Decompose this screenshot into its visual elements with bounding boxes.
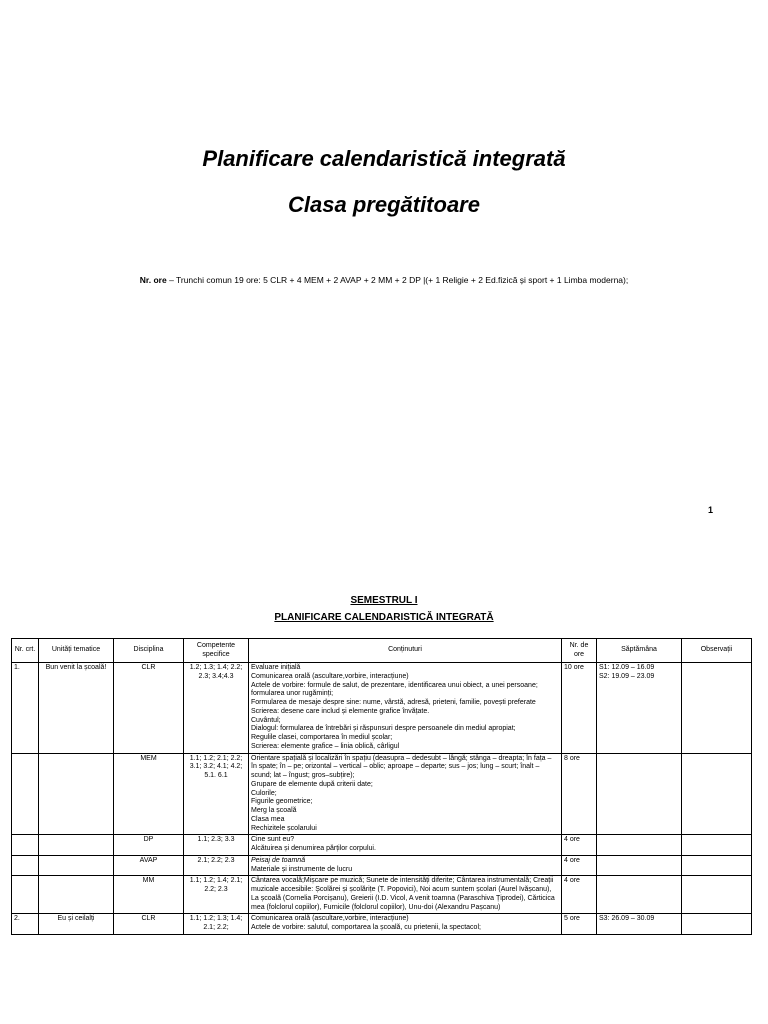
row-nr: 2. (12, 914, 39, 935)
row-observatii (682, 914, 752, 935)
content-line: Clasa mea (251, 815, 285, 823)
row-unitate (39, 876, 114, 914)
row-continuturi (249, 835, 562, 856)
row-competente: 1.1; 1.2; 1.4; 2.1; 2.2; 2.3 (184, 876, 249, 914)
hours-summary (0, 275, 768, 285)
row-saptamana (597, 663, 682, 754)
header-continuturi: Conținuturi (249, 639, 562, 663)
row-continuturi (249, 663, 562, 754)
row-ore: 4 ore (562, 835, 597, 856)
content-line: Formularea de mesaje despre sine: nume, vârstă, adresă, prieteni, familie, povești preferate (251, 699, 536, 706)
content-line: Comunicarea orală (ascultare,vorbire, interacțiune) (251, 915, 409, 923)
row-disciplina: AVAP (114, 855, 184, 876)
row-unitate (39, 835, 114, 856)
header-competente: Competente specifice (184, 639, 249, 663)
table-row (12, 876, 752, 914)
row-disciplina: CLR (114, 914, 184, 935)
row-ore: 10 ore (562, 663, 597, 754)
row-continuturi (249, 914, 562, 935)
content-line: Culorile; (251, 789, 277, 797)
content-line: Orientare spațială și localizări în spațiu (deasupra – dedesubt – lângă; stânga – dreapta; în fața – în spate; în – pe; orizontal – vertical – oblic; aproape – departe; sus – jos; lung – scurt; înalt – scund; lat – îngust; gros–subțire); (251, 754, 552, 779)
row-saptamana (597, 753, 682, 835)
row-observatii (682, 876, 752, 914)
content-line: Cuvântul; (251, 716, 281, 724)
content-line: Alcătuirea și denumirea părților corpului. (251, 845, 376, 852)
header-nr: Nr. crt. (12, 639, 39, 663)
row-ore: 8 ore (562, 753, 597, 835)
week-line: S1: 12.09 – 16.09 (599, 664, 655, 671)
row-nr (12, 753, 39, 835)
row-observatii (682, 835, 752, 856)
content-line: Comunicarea orală (ascultare,vorbire, interacțiune) (251, 672, 409, 680)
row-observatii (682, 855, 752, 876)
row-ore: 4 ore (562, 855, 597, 876)
row-competente: 2.1; 2.2; 2.3 (184, 855, 249, 876)
semester-heading: SEMESTRUL I (350, 595, 418, 606)
row-observatii (682, 663, 752, 754)
hours-label: Nr. ore (139, 275, 167, 285)
row-competente: 1.1; 1.2; 1.3; 1.4; 2.1; 2.2; (184, 914, 249, 935)
table-row (12, 855, 752, 876)
table-header-row (12, 639, 752, 663)
content-line: Grupare de elemente după criterii date; (251, 780, 373, 788)
header-disciplina: Disciplina (114, 639, 184, 663)
row-unitate (39, 855, 114, 876)
table-row (12, 914, 752, 935)
row-disciplina: MM (114, 876, 184, 914)
hours-text: – Trunchi comun 19 ore: 5 CLR + 4 MEM + 2 AVAP + 2 MM + 2 DP |(+ 1 Religie + 2 Ed.fizică și sport + 1 Limba moderna); (166, 275, 629, 285)
content-line: Merg la școală (251, 807, 297, 814)
row-ore: 5 ore (562, 914, 597, 935)
header-saptamana: Săptămâna (597, 639, 682, 663)
row-disciplina: DP (114, 835, 184, 856)
row-saptamana (597, 914, 682, 935)
row-ore: 4 ore (562, 876, 597, 914)
content-line: Dialogul: formularea de întrebări și răspunsuri despre persoanele din mediul apropiat; (251, 725, 516, 733)
row-disciplina: CLR (114, 663, 184, 754)
content-line: Rechizitele școlarului (251, 824, 317, 832)
content-line: Figurile geometrice; (251, 798, 313, 806)
semester-title: PLANIFICARE CALENDARISTICĂ INTEGRATĂ (274, 612, 494, 623)
row-unitate: Bun venit la școală! (39, 663, 114, 754)
week-line: S3: 26.09 – 30.09 (599, 915, 655, 923)
content-line: Actele de vorbire: formule de salut, de prezentare, identificarea unui obiect, a unei persoane; formularea unor rugăminți; (251, 681, 538, 698)
week-line: S2: 19.09 – 23.09 (599, 672, 655, 680)
table-row (12, 663, 752, 754)
content-line: Regulile clasei, comportarea în mediul școlar; (251, 734, 393, 741)
row-continuturi (249, 753, 562, 835)
row-disciplina: MEM (114, 753, 184, 835)
table-row (12, 835, 752, 856)
planning-table (11, 638, 752, 935)
document-title: Planificare calendaristică integrată (202, 146, 566, 171)
content-line: Scrierea: desene care includ și elemente grafice învățate. (251, 707, 430, 715)
row-observatii (682, 753, 752, 835)
row-saptamana (597, 835, 682, 856)
row-competente: 1.1; 2.3; 3.3 (184, 835, 249, 856)
page-number: 1 (708, 505, 714, 515)
content-line: Peisaj de toamnă (251, 856, 306, 864)
content-line: Evaluare inițială (251, 664, 301, 671)
content-line: Materiale și instrumente de lucru (251, 865, 353, 873)
row-saptamana (597, 855, 682, 876)
content-line: Cine sunt eu? (251, 836, 295, 844)
header-ore: Nr. de ore (562, 639, 597, 663)
row-nr (12, 835, 39, 856)
content-line: Cântarea vocală;Mișcare pe muzică; Sunete de intensități diferite; Cântarea instrumentală; Creații muzicale accesibile: Școlărei și școlărițe (T. Popovici), Noi acum suntem școlari (Aurel Ivășcanu), La școală (Cornelia Porcișanu), Greierii (I.D. Vicol, A venit toamna (Paraschiva Țiprodei), Cărticica mea (folclorul copiilor), Furnicile (folclorul copiilor), Unu-doi (Alexandru Pașcanu) (251, 877, 555, 911)
header-unitati: Unități tematice (39, 639, 114, 663)
row-nr (12, 876, 39, 914)
row-competente: 1.2; 1.3; 1.4; 2.2; 2.3; 3.4;4.3 (184, 663, 249, 754)
row-unitate: Eu și ceilalți (39, 914, 114, 935)
table-row (12, 753, 752, 835)
content-line: Scrierea: elemente grafice – linia oblică, cârligul (251, 742, 400, 750)
row-nr: 1. (12, 663, 39, 754)
document-subtitle: Clasa pregătitoare (288, 192, 480, 217)
row-continuturi (249, 876, 562, 914)
content-line: Actele de vorbire: salutul, comportarea la școală, cu prietenii, la spectacol; (251, 924, 481, 931)
row-continuturi (249, 855, 562, 876)
row-competente: 1.1; 1.2; 2.1; 2.2; 3.1; 3.2; 4.1; 4.2; 5.1. 6.1 (184, 753, 249, 835)
row-unitate (39, 753, 114, 835)
row-saptamana (597, 876, 682, 914)
header-observatii: Observații (682, 639, 752, 663)
row-nr (12, 855, 39, 876)
